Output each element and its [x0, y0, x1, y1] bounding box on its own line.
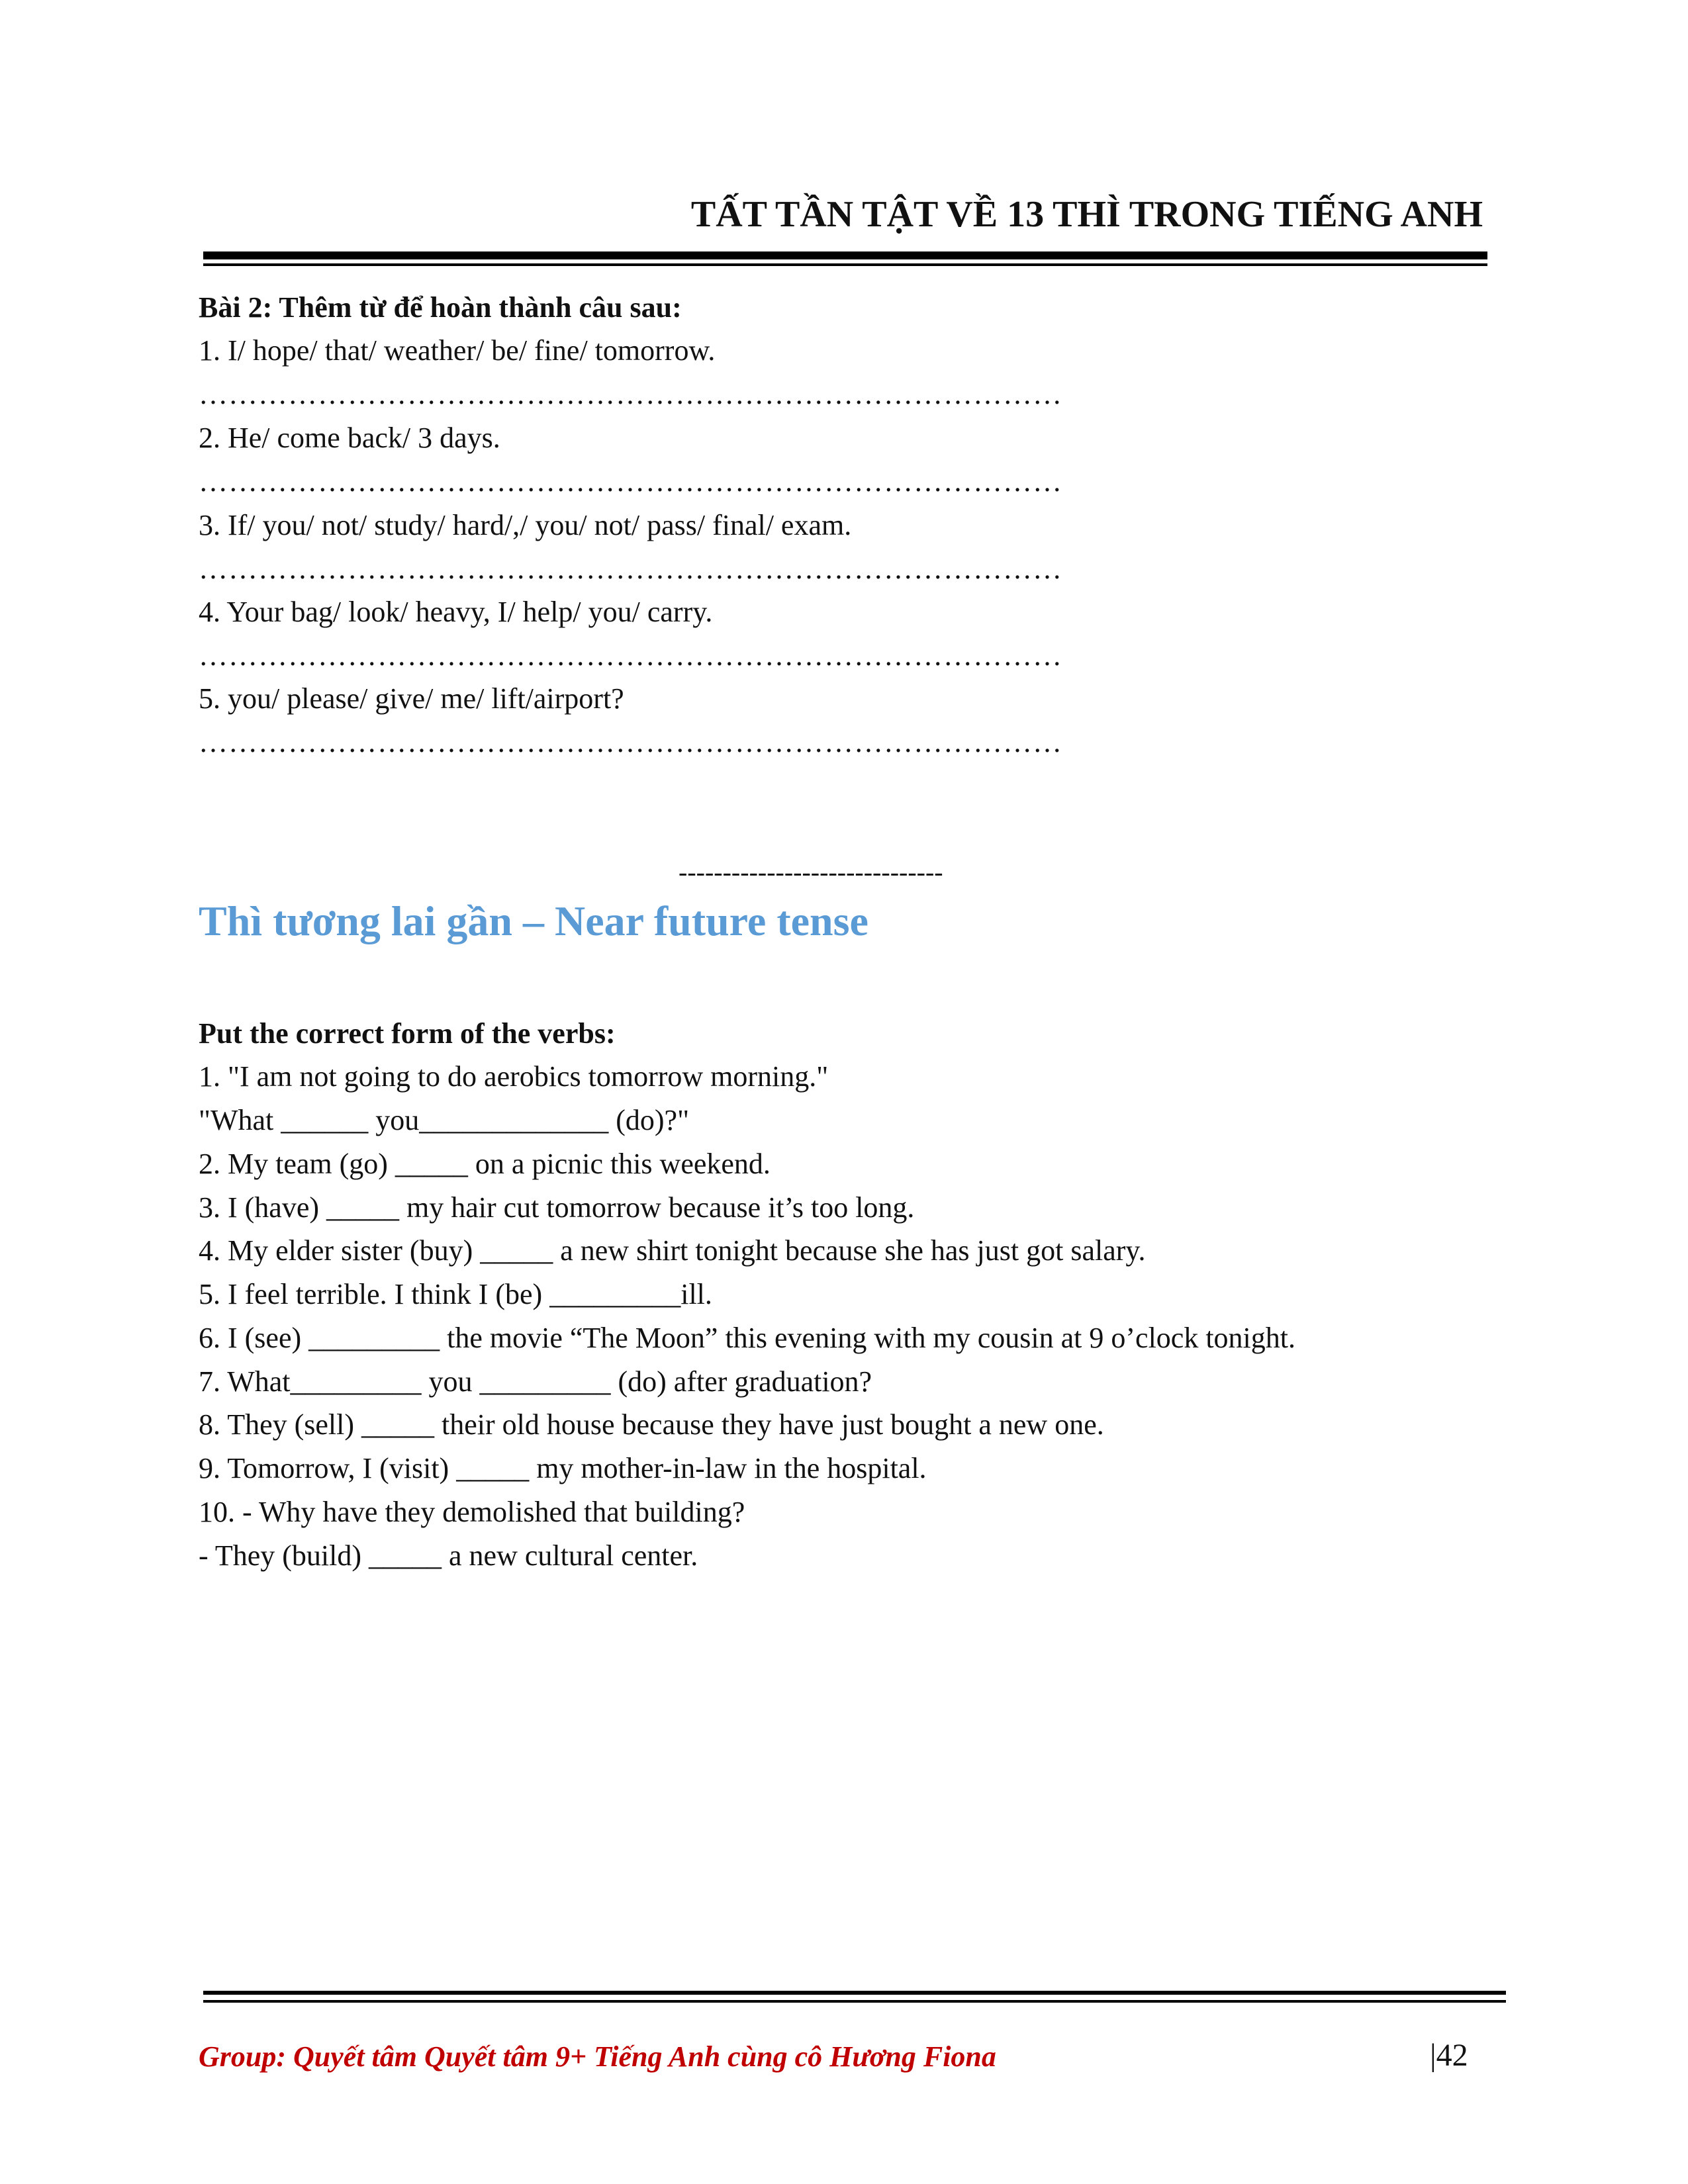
exercise-line-3: 3. I (have) _____ my hair cut tomorrow because it’s too long.	[199, 1191, 915, 1224]
exercise-line-1: 1. "I am not going to do aerobics tomorrow morning."	[199, 1060, 829, 1093]
section-divider: ------------------------------	[679, 857, 943, 887]
header-rule-thin	[203, 263, 1487, 266]
exercise2-item-2: 2. He/ come back/ 3 days.	[199, 422, 500, 454]
footer-rule-thin	[203, 2000, 1506, 2003]
exercise2-item-4: 4. Your bag/ look/ heavy, I/ help/ you/ carry.	[199, 596, 713, 628]
footer-group-text: Group: Quyết tâm Quyết tâm 9+ Tiếng Anh cùng cô Hương Fiona	[199, 2040, 996, 2073]
answer-dots-1: ……………………………………………………………………………	[199, 378, 1062, 410]
document-header-title: TẤT TẦN TẬT VỀ 13 THÌ TRONG TIẾNG ANH	[690, 194, 1483, 235]
answer-dots-2: ……………………………………………………………………………	[199, 465, 1062, 498]
exercise-line-4: 4. My elder sister (buy) _____ a new shirt tonight because she has just got salary.	[199, 1234, 1146, 1267]
exercise-line-5: 5. I feel terrible. I think I (be) _________ill.	[199, 1278, 712, 1310]
answer-dots-3: ……………………………………………………………………………	[199, 553, 1062, 585]
exercise-line-2: 2. My team (go) _____ on a picnic this weekend.	[199, 1148, 771, 1180]
exercise-line-8: 8. They (sell) _____ their old house because they have just bought a new one.	[199, 1408, 1104, 1441]
exercise-line-7: 7. What_________ you _________ (do) after graduation?	[199, 1365, 872, 1398]
header-rule-thick	[203, 251, 1487, 259]
answer-dots-4: ……………………………………………………………………………	[199, 639, 1062, 672]
exercise-line-6: 6. I (see) _________ the movie “The Moon” this evening with my cousin at 9 o’clock tonight.	[199, 1322, 1296, 1354]
exercise2-heading: Bài 2: Thêm từ để hoàn thành câu sau:	[199, 291, 682, 324]
exercise2-item-1: 1. I/ hope/ that/ weather/ be/ fine/ tomorrow.	[199, 334, 716, 367]
answer-dots-5: ……………………………………………………………………………	[199, 726, 1062, 758]
exercise2-item-3: 3. If/ you/ not/ study/ hard/,/ you/ not/ pass/ final/ exam.	[199, 509, 852, 541]
exercise-line-1b: "What ______ you_____________ (do)?"	[199, 1104, 690, 1136]
footer-rule-thick	[203, 1991, 1506, 1995]
exercise2-item-5: 5. you/ please/ give/ me/ lift/airport?	[199, 682, 624, 715]
exercise-line-10: 10. - Why have they demolished that building?	[199, 1496, 745, 1528]
exercise-line-10b: - They (build) _____ a new cultural center.	[199, 1539, 698, 1572]
exercise-line-9: 9. Tomorrow, I (visit) _____ my mother-in-law in the hospital.	[199, 1452, 927, 1484]
page-number: |42	[1430, 2038, 1468, 2073]
exercise-instruction: Put the correct form of the verbs:	[199, 1017, 616, 1050]
section-title: Thì tương lai gần – Near future tense	[199, 897, 868, 944]
